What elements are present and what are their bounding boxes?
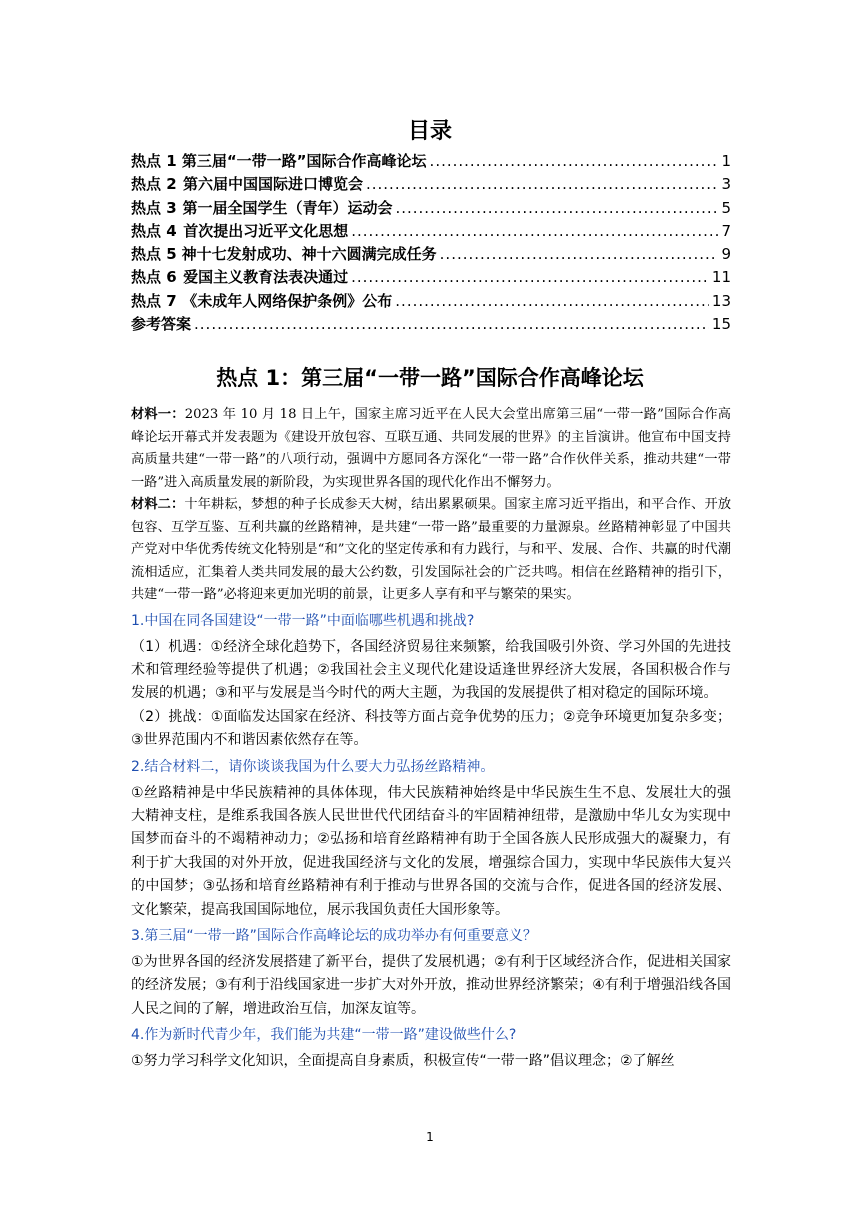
material-two-label: 材料二： (131, 497, 185, 512)
question-3: 3.第三届“一带一路”国际合作高峰论坛的成功举办有何重要意义？ (131, 927, 537, 944)
toc-entry[interactable] (131, 290, 731, 313)
toc-leader-dots (351, 268, 709, 286)
answer-paragraph: ①丝路精神是中华民族精神的具体体现，伟大民族精神始终是中华民族生生不息、发展壮大的强大精神支柱，是维系我国各族人民世世代代团结奋斗的牢固精神纽带，是激励中华儿女为实现中国梦而奋斗的不竭精神动力；②弘扬和培育丝路精神有助于全国各族人民形成强大的凝聚力，有利于扩大我国的对外开放，促进我国经济与文化的发展，增强综合国力，实现中华民族伟大复兴的中国梦；③弘扬和培育丝路精神有利于推动与世界各国的交流与合作，促进各国的经济发展、文化繁荣，提高我国国际地位，展示我国负责任大国形象等。 (131, 784, 731, 918)
section-title: 热点 1：第三届“一带一路”国际合作高峰论坛 (216, 366, 644, 390)
question-4: 4.作为新时代青少年，我们能为共建“一带一路”建设做些什么? (131, 1027, 517, 1044)
toc-entry-page: 5 (721, 198, 731, 217)
answer-paragraph: ①为世界各国的经济发展搭建了新平台，提供了发展机遇；②有利于区域经济合作，促进相关国家的经济发展；③有利于沿线国家进一步扩大对外开放，推动世界经济繁荣；④有利于增强沿线各国人民之间的了解，增进政治互信，加深友谊等。 (131, 953, 731, 1017)
material-one-text: 2023 年 10 月 18 日上午，国家主席习近平在人民大会堂出席第三届“一带一路”国际合作高峰论坛开幕式并发表题为《建设开放包容、互联互通、共同发展的世界》的主旨演讲。他宣布中国支持高质量共建“一带一路”的八项行动，强调中方愿同各方深化“一带一路”合作伙伴关系，推动共建“一带一路”进入高质量发展的新阶段，为实现世界各国的现代化作出不懈努力。 (131, 407, 731, 490)
toc-entry-title: 第六届中国国际进口博览会 (182, 175, 363, 194)
toc-entry[interactable] (131, 313, 731, 336)
toc-leader-dots (194, 315, 709, 333)
toc-entry-label: 热点 2 (131, 175, 177, 194)
toc-entry-label: 热点 1 (131, 152, 177, 170)
toc-entry-page: 3 (721, 175, 731, 194)
toc-leader-dots (430, 152, 719, 170)
material-one-label: 材料一： (131, 407, 185, 422)
table-of-contents (131, 150, 731, 336)
material-two-text: 十年耕耘，梦想的种子长成参天大树，结出累累硕果。国家主席习近平指出，和平合作、开放包容、互学互鉴、互利共赢的丝路精神，是共建“一带一路”最重要的力量源泉。丝路精神彰显了中国共产党对中华优秀传统文化特别是“和”文化的坚定传承和有力践行，与和平、发展、合作、共赢的时代潮流相适应，汇集着人类共同发展的最大公约数，引发国际社会的广泛共鸣。相信在丝路精神的指引下，共建“一带一路”必将迎来更加光明的前景，让更多人享有和平与繁荣的果实。 (131, 497, 732, 602)
toc-entry-title: 神十七发射成功、神十六圆满完成任务 (181, 245, 437, 264)
toc-entry[interactable] (131, 173, 731, 196)
material-two (131, 494, 731, 607)
toc-entry-page: 1 (721, 152, 731, 170)
question-1: 1.中国在同各国建设“一带一路”中面临哪些机遇和挑战? (131, 612, 475, 629)
section-body (131, 404, 731, 1074)
toc-entry-label: 热点 5 (131, 245, 177, 264)
toc-entry-page: 13 (711, 291, 731, 310)
toc-entry-label: 热点 3 (131, 198, 177, 217)
toc-leader-dots (440, 245, 719, 263)
page-number: 1 (426, 1130, 434, 1144)
toc-entry-title: 《未成年人网络保护条例》公布 (182, 291, 393, 310)
answer-paragraph: （2）挑战：①面临发达国家在经济、科技等方面占竞争优势的压力；②竞争环境更加复杂多变；③世界范围内不和谐因素依然存在等。 (131, 708, 731, 749)
toc-leader-dots (395, 292, 709, 310)
toc-entry-label: 热点 4 (131, 221, 177, 240)
toc-entry[interactable] (131, 220, 731, 243)
toc-entry-page: 9 (721, 245, 731, 264)
toc-title: 目录 (407, 119, 452, 144)
toc-entry-page: 11 (711, 268, 731, 287)
toc-entry[interactable] (131, 243, 731, 266)
toc-leader-dots (366, 175, 718, 193)
toc-entry-label: 热点 6 (131, 268, 177, 287)
toc-entry-label: 热点 7 (131, 291, 177, 310)
answer-paragraph: ①努力学习科学文化知识，全面提高自身素质，积极宣传“一带一路”倡议理念；②了解丝 (131, 1053, 675, 1070)
toc-leader-dots (351, 222, 718, 240)
toc-entry[interactable] (131, 150, 731, 173)
answer-paragraph: （1）机遇：①经济全球化趋势下，各国经济贸易往来频繁，给我国吸引外资、学习外国的先进技术和管理经验等提供了机遇；②我国社会主义现代化建设适逢世界经济大发展，各国积极合作与发展的机遇；③和平与发展是当今时代的两大主题，为我国的发展提供了相对稳定的国际环境。 (131, 638, 731, 702)
toc-entry-title: 爱国主义教育法表决通过 (183, 268, 349, 287)
toc-entry-label: 参考答案 (131, 315, 192, 334)
material-one (131, 404, 731, 494)
toc-entry-title: 第一届全国学生（青年）运动会 (182, 198, 393, 217)
question-2: 2.结合材料二，请你谈谈我国为什么要大力弘扬丝路精神。 (131, 758, 495, 775)
toc-entry-title: 首次提出习近平文化思想 (183, 221, 349, 240)
toc-entry-page: 7 (721, 221, 731, 240)
toc-entry-title: 第三届“一带一路”国际合作高峰论坛 (181, 152, 427, 170)
toc-entry[interactable] (131, 197, 731, 220)
toc-leader-dots (395, 199, 718, 217)
toc-entry-page: 15 (711, 315, 731, 334)
toc-entry[interactable] (131, 266, 731, 289)
